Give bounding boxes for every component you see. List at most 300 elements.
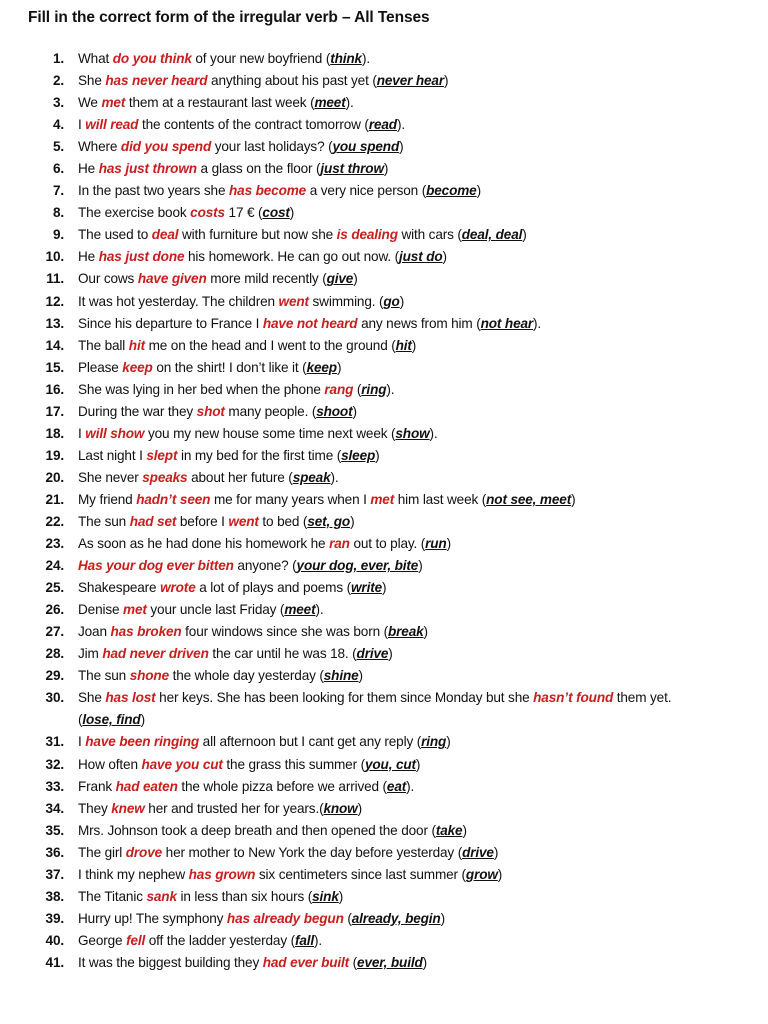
sentence-text: I think my nephew: [78, 866, 189, 882]
item-number: 5.: [52, 139, 64, 155]
sentence-text: your last holidays? (: [211, 139, 333, 155]
exercise-item: [0, 180, 768, 202]
item-sentence: [78, 180, 481, 202]
sentence-text: ).: [330, 469, 339, 485]
item-number: 24.: [45, 558, 64, 574]
sentence-text: ).: [533, 315, 542, 331]
sentence-text: ): [476, 183, 481, 199]
item-sentence: [78, 357, 341, 379]
verb-hint: read: [368, 117, 397, 133]
sentence-text: ): [415, 756, 421, 772]
exercise-item: [0, 379, 768, 401]
item-number: 4.: [52, 117, 64, 133]
sentence-text: George: [78, 932, 127, 948]
exercise-item: [0, 92, 768, 114]
verb-hint: write: [351, 580, 382, 596]
exercise-item: [0, 268, 768, 290]
item-number: 13.: [45, 315, 64, 331]
answer-verb: ran: [329, 536, 350, 552]
item-number: 22.: [45, 513, 64, 529]
exercise-item: [0, 423, 768, 445]
item-sentence: [78, 445, 380, 467]
item-sentence: [78, 291, 404, 313]
sentence-text: She was lying in her bed when the phone: [78, 381, 325, 397]
sentence-text: many people. (: [224, 403, 317, 419]
verb-hint: lose, find: [82, 712, 141, 728]
verb-hint: meet: [314, 95, 346, 111]
exercise-item: [0, 136, 768, 158]
item-sentence: [78, 202, 294, 224]
answer-verb: hasn’t found: [533, 690, 614, 706]
item-number: 17.: [45, 403, 64, 419]
item-sentence: [78, 599, 323, 621]
exercise-item: [0, 467, 768, 489]
item-number: 12.: [45, 293, 64, 309]
sentence-text: swimming. (: [308, 293, 384, 309]
exercise-item: [0, 224, 768, 246]
item-number: 34.: [45, 800, 64, 816]
sentence-text: ): [411, 337, 417, 353]
answer-verb: rang: [324, 381, 354, 397]
answer-verb: speaks: [142, 469, 188, 485]
item-sentence: [78, 665, 363, 687]
item-sentence: [78, 313, 541, 335]
answer-verb: do you think: [112, 51, 192, 66]
exercise-item: [0, 291, 768, 313]
sentence-text: ): [357, 800, 363, 816]
verb-hint: keep: [306, 359, 337, 375]
sentence-text: The used to: [78, 227, 152, 243]
sentence-text: of your new boyfriend (: [191, 51, 331, 66]
answer-verb: met: [101, 95, 126, 111]
sentence-text: They: [78, 800, 112, 816]
exercise-item: [0, 776, 768, 798]
item-number: 31.: [45, 734, 64, 750]
sentence-text: them yet.: [613, 690, 672, 706]
sentence-text: in my bed for the first time (: [177, 447, 342, 463]
sentence-text: (: [349, 954, 358, 970]
answer-verb: met: [123, 602, 147, 618]
answer-verb: has just done: [98, 249, 185, 265]
sentence-text: about her future (: [187, 469, 293, 485]
verb-hint: fall: [294, 932, 315, 948]
worksheet-title: Fill in the correct form of the irregular verb – All Tenses: [28, 9, 430, 26]
sentence-text: ): [443, 73, 449, 89]
sentence-text: me on the head and I went to the ground (: [144, 337, 396, 353]
sentence-text: anything about his past yet (: [207, 73, 377, 89]
item-number: 14.: [45, 337, 64, 353]
sentence-text: ): [381, 580, 387, 596]
verb-hint: your dog, ever, bite: [296, 558, 419, 574]
sentence-text: his homework. He can go out now. (: [184, 249, 400, 265]
exercise-item: [0, 489, 768, 511]
item-sentence: [78, 136, 404, 158]
answer-verb: shot: [196, 403, 225, 419]
verb-hint: hit: [395, 337, 412, 353]
item-number: 39.: [45, 910, 64, 926]
sentence-text: ): [399, 293, 405, 309]
sentence-text: Our cows: [78, 271, 138, 287]
sentence-text: on the shirt! I don’t like it (: [152, 359, 307, 375]
item-number: 9.: [52, 227, 64, 243]
sentence-text: all afternoon but I cant get any reply (: [199, 734, 422, 750]
verb-hint: cost: [262, 205, 290, 221]
item-sentence: [78, 489, 575, 511]
answer-verb: deal: [151, 227, 179, 243]
exercise-item: [0, 952, 768, 974]
answer-verb: slept: [146, 447, 178, 463]
sentence-text: the contents of the contract tomorrow (: [138, 117, 369, 133]
sentence-text: any news from him (: [357, 315, 481, 331]
answer-verb: have given: [137, 271, 207, 287]
sentence-text: ): [493, 844, 499, 860]
exercise-item: [0, 577, 768, 599]
exercise-item: [0, 48, 768, 70]
verb-hint: become: [426, 183, 477, 199]
sentence-text: ).: [429, 425, 438, 441]
item-number: 8.: [52, 205, 64, 221]
sentence-text: ): [336, 359, 342, 375]
answer-verb: had ever built: [262, 954, 350, 970]
answer-verb: had never driven: [102, 646, 209, 662]
verb-hint: break: [388, 624, 424, 640]
item-number: 2.: [52, 73, 64, 89]
sentence-text: ): [375, 447, 380, 463]
item-sentence: [78, 48, 370, 70]
verb-hint: run: [425, 536, 447, 552]
item-sentence: [78, 70, 448, 92]
exercise-item: [0, 599, 768, 621]
item-number: 16.: [45, 381, 64, 397]
answer-verb: knew: [111, 800, 145, 816]
item-sentence: [78, 379, 394, 401]
sentence-text: you my new house some time next week (: [144, 425, 396, 441]
item-number: 27.: [45, 624, 64, 640]
sentence-text: ): [446, 536, 451, 552]
verb-hint: never hear: [376, 73, 444, 89]
exercise-item: [0, 643, 768, 665]
item-sentence: [78, 555, 423, 577]
sentence-text: He: [78, 161, 99, 177]
sentence-text: Joan: [78, 624, 111, 640]
item-sentence: [78, 820, 467, 842]
item-number: 20.: [45, 469, 64, 485]
sentence-text: her and trusted her for years.(: [144, 800, 324, 816]
verb-hint: shoot: [316, 403, 353, 419]
item-number: 19.: [45, 447, 64, 463]
sentence-text: her mother to New York the day before yesterday (: [162, 844, 463, 860]
item-number: 33.: [45, 778, 64, 794]
exercise-item: [0, 820, 768, 842]
sentence-text: She: [78, 73, 106, 89]
sentence-text: She never: [78, 469, 143, 485]
item-sentence: [78, 930, 322, 952]
sentence-text: a very nice person (: [306, 183, 427, 199]
sentence-text: ): [422, 954, 428, 970]
sentence-text: The sun: [78, 668, 130, 684]
item-number: 40.: [45, 932, 64, 948]
item-sentence: [78, 798, 362, 820]
sentence-text: ).: [406, 778, 415, 794]
sentence-text: (: [343, 910, 352, 926]
item-sentence: [78, 268, 358, 290]
item-sentence: [78, 908, 445, 930]
sentence-text: Frank: [78, 778, 116, 794]
sentence-text: him last week (: [394, 491, 487, 507]
item-number: 25.: [45, 580, 64, 596]
item-number: 10.: [45, 249, 64, 265]
verb-hint: ring: [361, 381, 387, 397]
sentence-text: In the past two years she: [78, 183, 230, 199]
sentence-text: ): [571, 491, 576, 507]
exercise-item: [0, 401, 768, 423]
verb-hint: eat: [386, 778, 407, 794]
answer-verb: had set: [129, 513, 177, 529]
sentence-text: ): [358, 668, 363, 684]
exercise-item: [0, 335, 768, 357]
item-sentence: [78, 158, 388, 180]
sentence-text: Shakespeare: [78, 580, 161, 596]
sentence-text: off the ladder yesterday (: [145, 932, 295, 948]
verb-hint: not hear: [480, 315, 534, 331]
verb-hint: sleep: [341, 447, 376, 463]
verb-hint: meet: [284, 602, 316, 618]
item-sentence: [78, 577, 386, 599]
answer-verb: costs: [190, 205, 225, 221]
verb-hint: set, go: [307, 513, 351, 529]
sentence-text: We: [78, 95, 102, 111]
sentence-text: ): [522, 227, 527, 243]
answer-verb: hit: [128, 337, 145, 353]
sentence-text: She: [78, 690, 106, 706]
answer-verb: is dealing: [336, 227, 398, 243]
sentence-text: a glass on the floor (: [196, 161, 321, 177]
sentence-text: The Titanic: [78, 888, 147, 904]
answer-verb: had eaten: [115, 778, 178, 794]
sentence-text: six centimeters since last summer (: [255, 866, 466, 882]
answer-verb: has become: [229, 183, 307, 199]
item-number: 23.: [45, 536, 64, 552]
verb-hint: already, begin: [351, 910, 441, 926]
verb-hint: you, cut: [364, 756, 416, 772]
sentence-text: ).: [314, 932, 323, 948]
answer-verb: has grown: [188, 866, 256, 882]
sentence-text: It was hot yesterday. The children: [78, 293, 279, 309]
exercise-item: [0, 313, 768, 335]
sentence-text: The girl: [78, 844, 126, 860]
item-sentence: [78, 246, 447, 268]
sentence-text: ).: [361, 51, 370, 66]
sentence-text: ): [418, 558, 423, 574]
item-number: 15.: [45, 359, 64, 375]
sentence-text: four windows since she was born (: [181, 624, 388, 640]
item-number: 41.: [45, 954, 64, 970]
sentence-text: with furniture but now she: [178, 227, 337, 243]
exercise-list: [0, 48, 768, 974]
item-number: 26.: [45, 602, 64, 618]
item-sentence: [78, 842, 498, 864]
sentence-text: me for many years when I: [210, 491, 371, 507]
item-number: 18.: [45, 425, 64, 441]
sentence-text: The sun: [78, 513, 130, 529]
sentence-text: During the war they: [78, 403, 197, 419]
sentence-text: Last night I: [78, 447, 147, 463]
sentence-text: your uncle last Friday (: [146, 602, 285, 618]
exercise-item: [0, 202, 768, 224]
item-sentence: [78, 224, 527, 246]
verb-hint: know: [323, 800, 358, 816]
sentence-text: in less than six hours (: [176, 888, 313, 904]
item-number: 28.: [45, 646, 64, 662]
item-sentence: [78, 533, 451, 555]
sentence-text: ): [350, 513, 355, 529]
exercise-item: [0, 908, 768, 930]
sentence-text: As soon as he had done his homework he: [78, 536, 330, 552]
item-sentence: [78, 511, 354, 533]
answer-verb: Has your dog ever bitten: [78, 558, 234, 574]
item-number: 6.: [52, 161, 64, 177]
sentence-text: ): [442, 249, 447, 265]
exercise-item: [0, 621, 768, 643]
item-sentence: [78, 864, 502, 886]
sentence-text: He: [78, 249, 99, 265]
sentence-text: ): [352, 403, 357, 419]
item-sentence: [78, 886, 343, 908]
sentence-text: anyone? (: [233, 558, 297, 574]
item-sentence: [78, 731, 451, 753]
sentence-text: Hurry up! The symphony: [78, 910, 227, 926]
verb-hint: just do: [399, 249, 443, 265]
verb-hint: speak: [292, 469, 331, 485]
item-sentence: [78, 687, 671, 709]
sentence-text: ): [399, 139, 404, 155]
item-number: 30.: [45, 690, 64, 706]
exercise-item: [0, 665, 768, 687]
answer-verb: did you spend: [120, 139, 212, 155]
sentence-text: (: [78, 712, 83, 728]
answer-verb: wrote: [160, 580, 196, 596]
verb-hint: show: [395, 425, 430, 441]
sentence-text: the whole day yesterday (: [168, 668, 324, 684]
exercise-item: [0, 533, 768, 555]
sentence-text: a lot of plays and poems (: [195, 580, 351, 596]
item-number: 37.: [45, 866, 64, 882]
answer-verb: has never heard: [105, 73, 208, 89]
answer-verb: will show: [85, 425, 145, 441]
sentence-text: to bed (: [258, 513, 308, 529]
sentence-text: ): [388, 646, 393, 662]
item-number: 3.: [52, 95, 64, 111]
sentence-text: ): [423, 624, 428, 640]
item-sentence: [78, 335, 416, 357]
sentence-text: the whole pizza before we arrived (: [177, 778, 387, 794]
exercise-item: [0, 731, 768, 753]
verb-hint: take: [435, 822, 463, 838]
exercise-item: [0, 445, 768, 467]
sentence-text: the car until he was 18. (: [208, 646, 357, 662]
item-sentence: [78, 423, 438, 445]
answer-verb: met: [370, 491, 395, 507]
sentence-text: ): [462, 822, 467, 838]
sentence-text: It was the biggest building they: [78, 954, 263, 970]
verb-hint: deal, deal: [461, 227, 523, 243]
verb-hint: shine: [323, 668, 359, 684]
item-sentence: [78, 621, 428, 643]
answer-verb: went: [278, 293, 309, 309]
item-sentence: [78, 952, 427, 974]
answer-verb: went: [228, 513, 259, 529]
sentence-text: ): [497, 866, 503, 882]
sentence-text: ).: [315, 602, 324, 618]
item-sentence: [78, 776, 414, 798]
exercise-item: [0, 114, 768, 136]
item-sentence: [78, 114, 405, 136]
item-number: 35.: [45, 822, 64, 838]
item-number: 11.: [46, 271, 64, 287]
verb-hint: drive: [356, 646, 389, 662]
verb-hint: sink: [312, 888, 339, 904]
exercise-item: [0, 511, 768, 533]
sentence-text: ): [383, 161, 389, 177]
sentence-text: ).: [345, 95, 354, 111]
exercise-item: [0, 842, 768, 864]
answer-verb: has broken: [110, 624, 182, 640]
item-sentence: [78, 401, 357, 423]
sentence-text: ): [353, 271, 358, 287]
sentence-text: My friend: [78, 491, 137, 507]
sentence-text: Jim: [78, 646, 103, 662]
sentence-text: I: [78, 117, 86, 133]
answer-verb: have been ringing: [85, 734, 200, 750]
answer-verb: shone: [129, 668, 169, 684]
verb-hint: give: [326, 271, 354, 287]
sentence-text: ): [440, 910, 445, 926]
sentence-text: (: [353, 381, 362, 397]
exercise-item: [0, 357, 768, 379]
item-number: 38.: [45, 888, 64, 904]
answer-verb: hadn’t seen: [136, 491, 211, 507]
item-sentence: [78, 643, 393, 665]
sentence-text: Since his departure to France I: [78, 315, 263, 331]
answer-verb: has lost: [105, 690, 156, 706]
exercise-item: [0, 886, 768, 908]
sentence-text: with cars (: [397, 227, 462, 243]
sentence-text: The exercise book: [78, 205, 191, 221]
item-sentence: [78, 92, 354, 114]
verb-hint: ring: [421, 734, 447, 750]
exercise-item: [0, 930, 768, 952]
answer-verb: has already begun: [226, 910, 344, 926]
sentence-text: the grass this summer (: [222, 756, 365, 772]
verb-hint: you spend: [332, 139, 400, 155]
sentence-text: ): [289, 205, 295, 221]
sentence-text: I: [78, 734, 86, 750]
sentence-text: I: [78, 425, 86, 441]
item-number: 21.: [45, 491, 64, 507]
sentence-text: ).: [386, 381, 395, 397]
answer-verb: have not heard: [262, 315, 358, 331]
answer-verb: will read: [85, 117, 139, 133]
item-number: 7.: [52, 183, 64, 199]
sentence-text: Denise: [78, 602, 124, 618]
item-sentence: [78, 467, 339, 489]
verb-hint: ever, build: [357, 954, 423, 970]
answer-verb: sank: [146, 888, 177, 904]
exercise-item: [0, 158, 768, 180]
exercise-item: [0, 246, 768, 268]
answer-verb: fell: [126, 932, 146, 948]
sentence-text: Mrs. Johnson took a deep breath and then opened the door (: [78, 822, 436, 838]
